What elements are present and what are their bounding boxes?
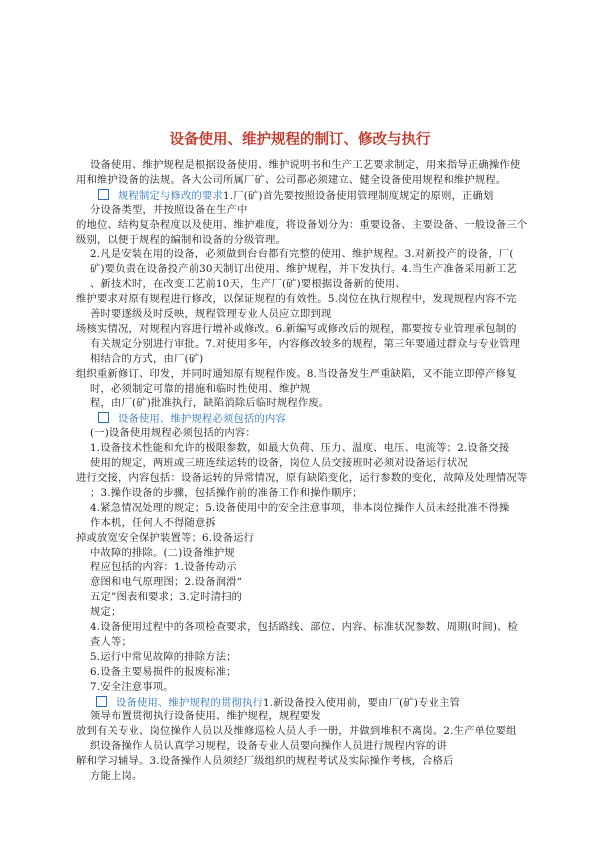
text-line: 矿)要负责在设备投产前30天制订出使用、维护规程，并下发执行。4.当生产准备采用新工艺 <box>90 263 517 276</box>
text-line: 查人等； <box>90 635 132 648</box>
section-title: 设备使用、维护规程的贯彻执行 <box>116 696 263 709</box>
text-line: 放到有关专业、岗位操作人员以及维修巡检人员人手一册，并做到堆积不离岗。2.生产单位要组 <box>76 725 517 738</box>
text-line: 规定； <box>90 606 122 619</box>
text-line: 有关规定分别进行审批。7.对使用多年，内容修改较多的规程，第三年要通过群众与专业管理 <box>90 337 521 350</box>
text-line: 、新技术时，在改变工艺前10天，生产厂(矿)要根据设备新的使用、 <box>90 278 406 291</box>
text-line: 设备使用、维护规程是根据设备使用、维护说明书和生产工艺要求制定，用来指导正确操作使 <box>90 159 521 171</box>
text-line: 方能上岗。 <box>90 770 143 782</box>
text-line: 进行交接，内容包括：设备运转的异常情况，原有缺陷变化，运行参数的变化，故障及处理情况等 <box>76 472 528 484</box>
text-line: 用和维护设备的法规。各大公司所属厂矿、公司都必须建立、健全设备使用规程和维护规程。 <box>76 173 507 186</box>
text-line: 6.设备主要易损件的报废标准； <box>90 665 237 678</box>
text-line: 解和学习辅导。3.设备操作人员须经厂级组织的规程考试及实际操作考核，合格后 <box>76 755 454 768</box>
checkbox-icon <box>98 189 109 200</box>
text-line: 作本机，任何人不得随意拆 <box>90 516 216 529</box>
text-line: 4.紧急情况处理的规定；5.设备使用中的安全注意事项，非本岗位操作人员未经批准不得操 <box>90 501 510 514</box>
text-run: 1.新设备投入使用前，要由厂(矿)专业主管 <box>262 696 461 709</box>
text-line: 5.运行中常见故障的排除方法； <box>90 650 237 663</box>
text-line: 1.设备技术性能和允许的极限参数，如最大负荷、压力、温度、电压、电流等；2.设备交接 <box>90 442 510 455</box>
text-line: 领导布置贯彻执行设备使用、维护规程，规程要发 <box>90 710 321 723</box>
section-heading-1 <box>98 189 494 202</box>
text-line: 使用的规定，两班或三班连续运转的设备，岗位人员交接班时必须对设备运行状况 <box>90 457 468 469</box>
text-line: 维护要求对原有规程进行修改，以保证规程的有效性。5.岗位在执行规程中，发现规程内容不完 <box>76 293 517 306</box>
text-line: 织设备操作人员认真学习规程，设备专业人员要向操作人员进行规程内容的讲 <box>90 740 447 753</box>
section-title: 规程制定与修改的要求 <box>118 189 223 202</box>
text-line: 善时要逐级及时反映，规程管理专业人员应立即到现 <box>90 308 332 320</box>
text-line: 分设备类型，并按照设备在生产中 <box>90 203 248 216</box>
section-title: 设备使用、维护规程必须包括的内容 <box>118 413 286 426</box>
text-line: 级别，以便于规程的编制和设备的分级管理。 <box>76 233 286 246</box>
text-line: 相结合的方式，由厂(矿) <box>90 352 204 365</box>
checkbox-icon <box>98 412 109 423</box>
text-line: (一)设备使用规程必须包括的内容： <box>90 427 256 440</box>
text-line: ；3.操作设备的步骤，包括操作前的准备工作和操作顺序； <box>90 486 363 499</box>
checkbox-icon <box>96 696 107 707</box>
text-line: 4.设备使用过程中的各项检查要求，包括路线、部位、内容、标准状况参数、周期(时间)、检 <box>90 621 519 633</box>
text-line: 的地位、结构复杂程度以及使用、维护难度，将设备划分为：重要设备、主要设备、一般设备三个 <box>76 218 528 231</box>
text-line: 组织重新修订、印发，并同时通知原有规程作废。8.当设备发生严重缺陷，又不能立即停产修复 <box>76 367 517 380</box>
text-line: 程，由厂(矿)批准执行，缺陷消除后临时规程作废。 <box>90 397 330 410</box>
text-line: 时，必须制定可靠的措施和临时性使用、维护规 <box>90 382 311 395</box>
text-line: 中故障的排除。(二)设备维护规 <box>90 546 235 559</box>
text-line: 掉或放宽安全保护装置等；6.设备运行 <box>76 531 255 544</box>
section-heading-3 <box>96 696 460 709</box>
section-heading-2 <box>98 412 286 425</box>
page-title: 设备使用、维护规程的制订、修改与执行 <box>169 132 431 148</box>
text-line: 五定”图表和要求；3.定时清扫的 <box>90 591 243 604</box>
text-line: 程应包括的内容：1.设备传动示 <box>90 561 237 574</box>
text-line: 场核实情况，对规程内容进行增补或修改。6.新编写或修改后的规程，都要按专业管理承包制的 <box>76 322 517 335</box>
text-run: 1.厂(矿)首先要按照设备使用管理制度规定的原则，正确划 <box>222 189 494 202</box>
text-line: 2.凡是安装在用的设备，必须做到台台都有完整的使用、维护规程。3.对新投产的设备，厂( <box>90 248 514 261</box>
text-line: 7.安全注意事项。 <box>90 680 174 693</box>
text-line: 意图和电气原理图；2.设备润滑“ <box>90 576 243 589</box>
